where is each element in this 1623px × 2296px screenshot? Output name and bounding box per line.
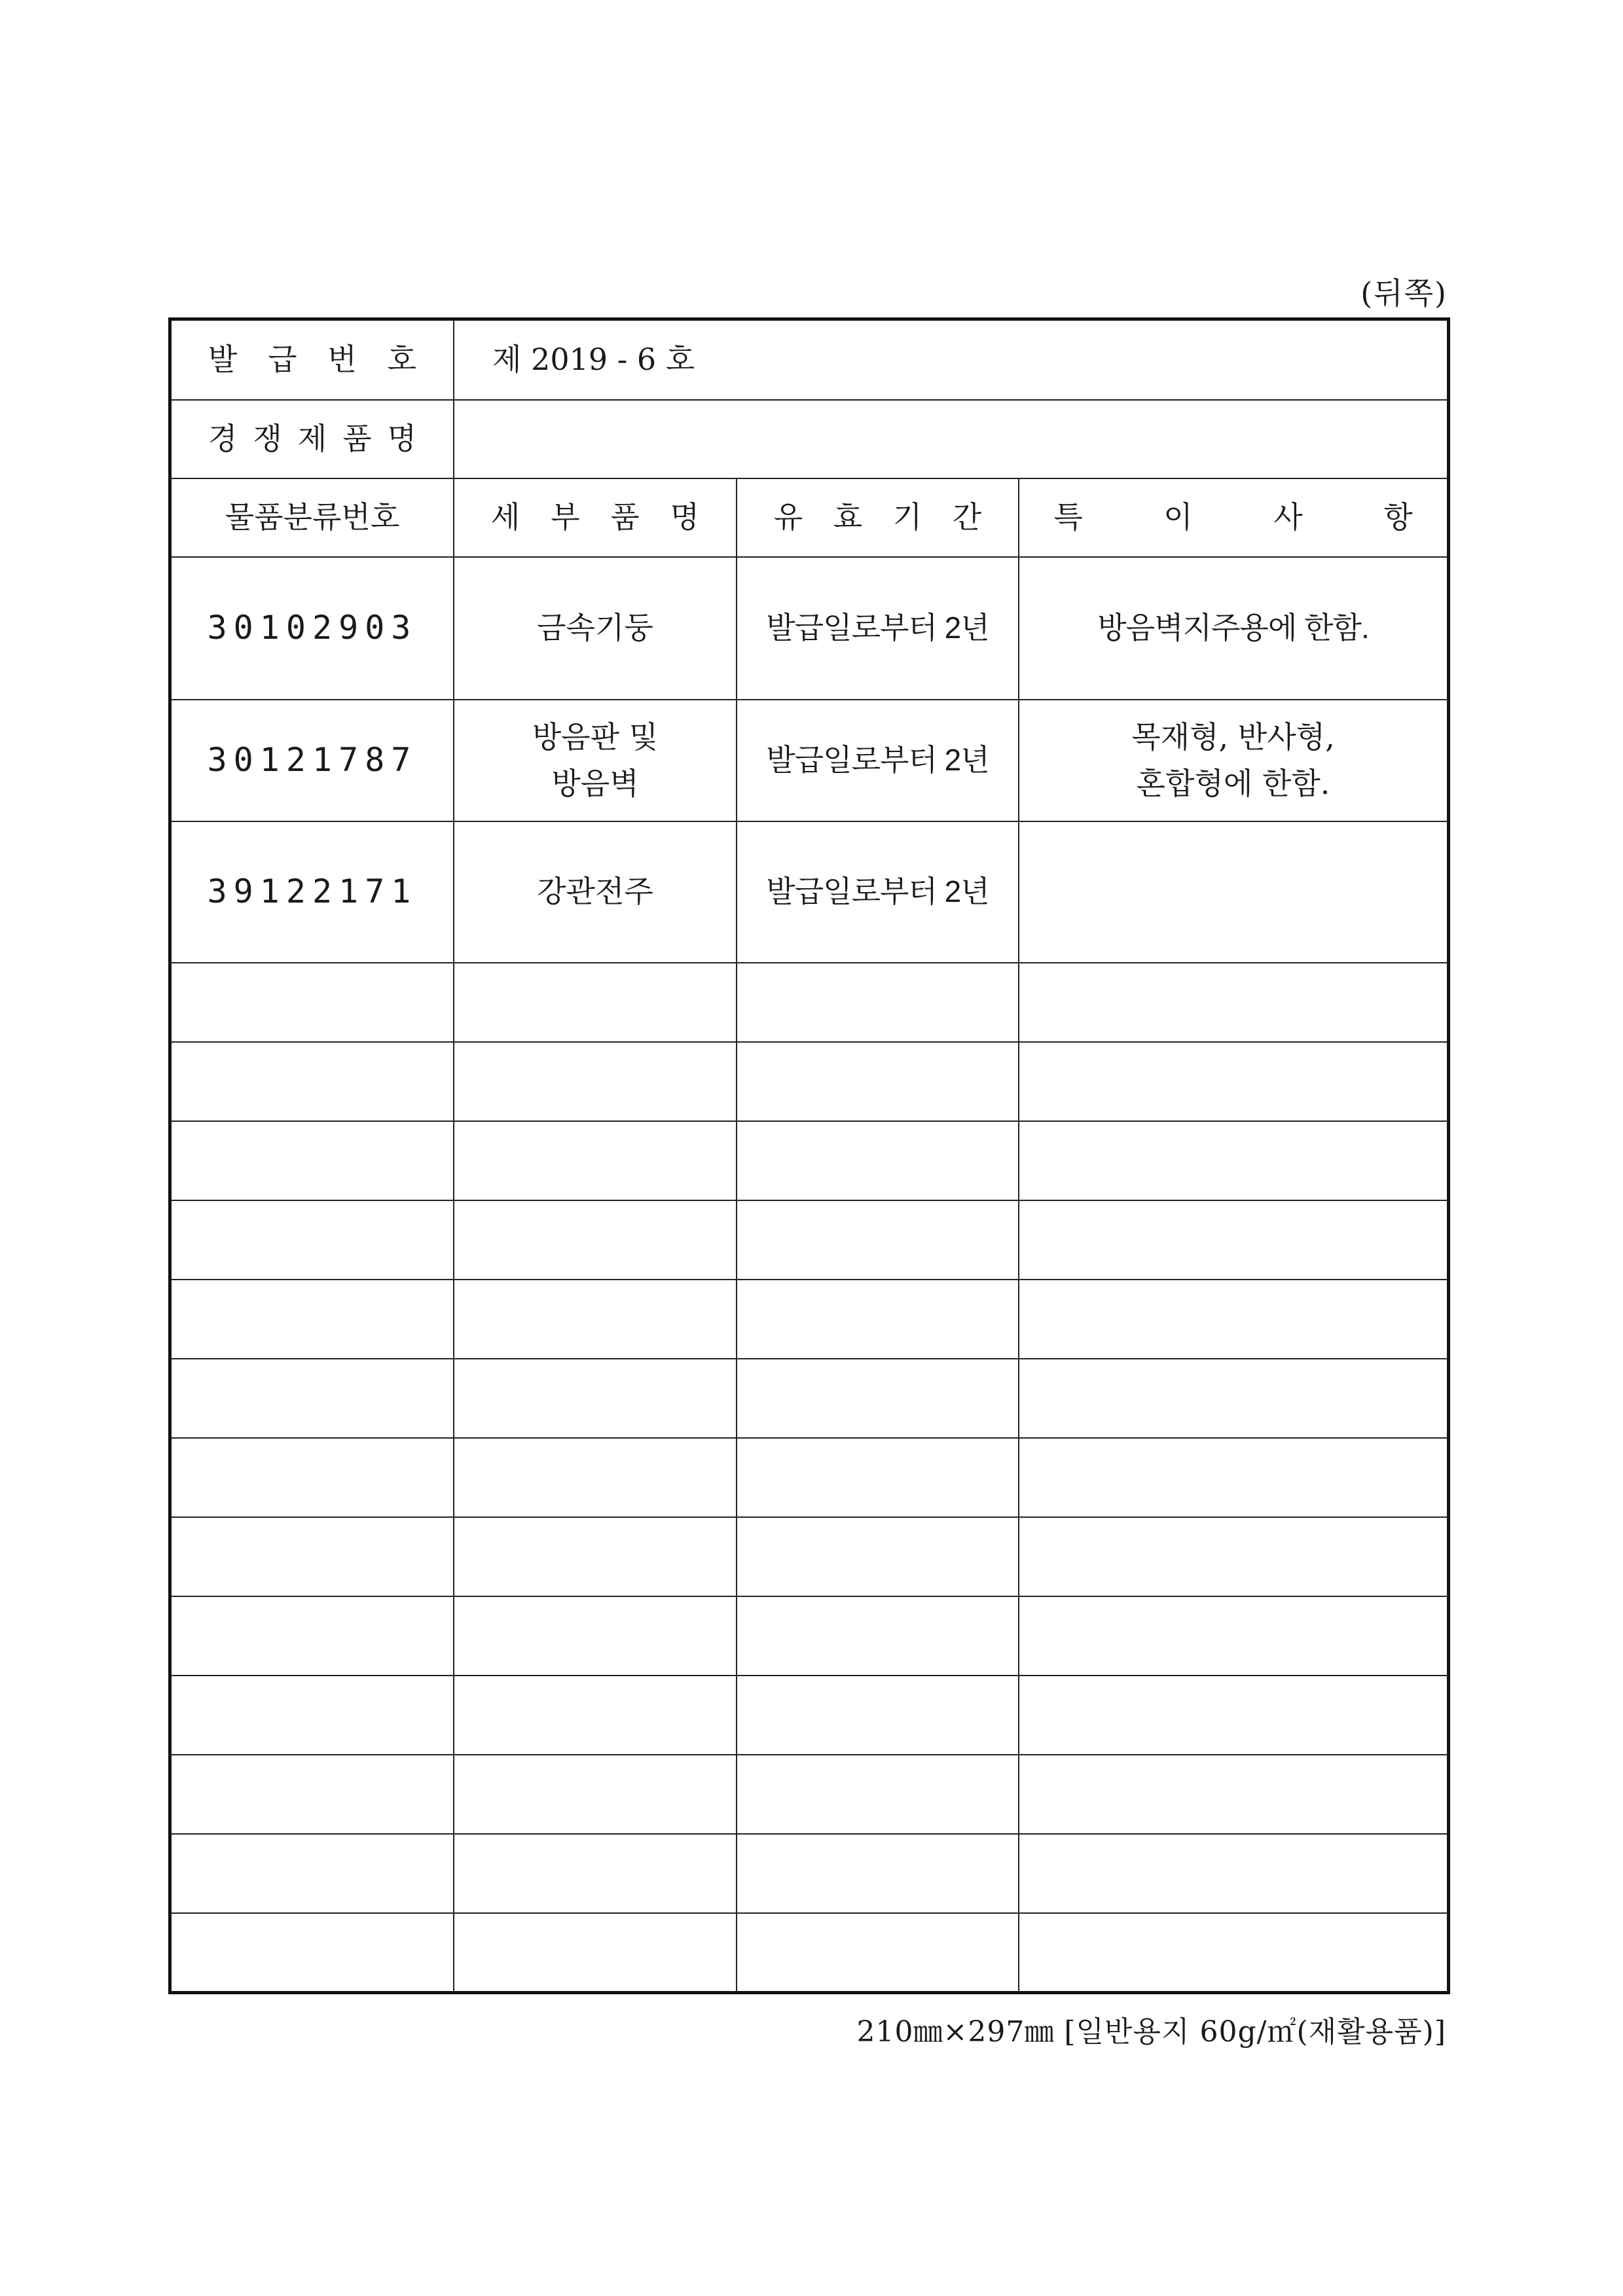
empty-cell: [172, 1439, 454, 1516]
remarks-cell: [1019, 822, 1447, 962]
label-char: 유: [773, 499, 803, 535]
label-char: 항: [1383, 499, 1413, 535]
label-char: 경: [208, 421, 238, 457]
label-char: 이: [1163, 499, 1193, 535]
empty-cell: [1019, 1280, 1447, 1358]
empty-cell: [1019, 1122, 1447, 1200]
label-char: 발: [208, 342, 238, 378]
empty-cell: [172, 1122, 454, 1200]
label-char: 급: [268, 342, 297, 378]
competing-product-label: [172, 401, 454, 478]
empty-table-row: [172, 1359, 1447, 1439]
empty-cell: [1019, 963, 1447, 1041]
empty-cell: [1019, 1755, 1447, 1833]
empty-cell: [454, 1755, 737, 1833]
label-char: 특: [1053, 499, 1083, 535]
empty-cell: [454, 1914, 737, 1991]
label-char: 쟁: [253, 421, 282, 457]
empty-table-row: [172, 1835, 1447, 1914]
empty-cell: [172, 1043, 454, 1121]
issue-number-row: [172, 321, 1447, 401]
empty-cell: [1019, 1597, 1447, 1675]
classification-no-cell: 39122171: [172, 822, 454, 962]
table-row: [172, 558, 1447, 700]
empty-cell: [737, 963, 1019, 1041]
empty-cell: [737, 1439, 1019, 1516]
empty-cell: [737, 1043, 1019, 1121]
detail-name-cell: 금속기둥: [454, 558, 737, 699]
table-row: [172, 700, 1447, 822]
page-side-label: (뒤쪽): [1360, 276, 1448, 311]
label-char: 사: [1273, 499, 1303, 535]
empty-cell: [454, 1597, 737, 1675]
empty-cell: [172, 1280, 454, 1358]
validity-cell: 발급일로부터 2년: [737, 822, 1019, 962]
empty-table-row: [172, 1439, 1447, 1518]
label-char: 품: [342, 421, 372, 457]
paper-spec-note: 210㎜×297㎜ [일반용지 60g/㎡(재활용품)]: [856, 2015, 1446, 2049]
empty-cell: [454, 1201, 737, 1279]
empty-cell: [737, 1835, 1019, 1912]
header-validity: [737, 479, 1019, 556]
empty-table-row: [172, 1280, 1447, 1359]
empty-cell: [737, 1122, 1019, 1200]
label-char: 효: [833, 499, 863, 535]
empty-cell: [172, 1755, 454, 1833]
empty-cell: [737, 1518, 1019, 1596]
empty-cell: [737, 1914, 1019, 1991]
empty-cell: [1019, 1043, 1447, 1121]
classification-no-cell: 30121787: [172, 700, 454, 821]
empty-cell: [172, 1676, 454, 1754]
empty-cell: [737, 1676, 1019, 1754]
empty-cell: [1019, 1835, 1447, 1912]
validity-cell: 발급일로부터 2년: [737, 558, 1019, 699]
empty-cell: [454, 1518, 737, 1596]
issue-number-value: 제 2019 - 6 호: [492, 342, 695, 378]
empty-cell: [1019, 1914, 1447, 1991]
empty-cell: [172, 963, 454, 1041]
empty-table-row: [172, 1755, 1447, 1835]
empty-cell: [454, 1122, 737, 1200]
label-char: 간: [952, 499, 982, 535]
empty-table-row: [172, 1597, 1447, 1676]
empty-cell: [1019, 1359, 1447, 1437]
empty-cell: [1019, 1518, 1447, 1596]
label-char: 품: [610, 499, 640, 535]
label-char: 부: [551, 499, 580, 535]
empty-cell: [737, 1359, 1019, 1437]
empty-cell: [454, 1043, 737, 1121]
detail-name-cell: 방음판 및 방음벽: [454, 700, 737, 821]
competing-product-row: [172, 401, 1447, 479]
empty-cell: [737, 1597, 1019, 1675]
label-char: 명: [670, 499, 700, 535]
empty-table-row: [172, 1201, 1447, 1280]
empty-cell: [454, 963, 737, 1041]
empty-cell: [454, 1280, 737, 1358]
label-char: 기: [892, 499, 922, 535]
empty-cell: [172, 1359, 454, 1437]
label-char: 번: [327, 342, 357, 378]
empty-cell: [1019, 1201, 1447, 1279]
empty-table-row: [172, 1043, 1447, 1122]
remarks-cell: 목재형, 반사형, 혼합형에 한함.: [1131, 719, 1335, 801]
empty-table-row: [172, 1122, 1447, 1201]
empty-table-row: [172, 1518, 1447, 1597]
empty-table-row: [172, 1676, 1447, 1755]
header-remarks: [1019, 479, 1447, 556]
classification-no-cell: 30102903: [172, 558, 454, 699]
empty-cell: [454, 1676, 737, 1754]
empty-cell: [172, 1518, 454, 1596]
empty-table-row: [172, 963, 1447, 1043]
validity-cell: 발급일로부터 2년: [737, 700, 1019, 821]
empty-cell: [172, 1914, 454, 1991]
empty-cell: [454, 1439, 737, 1516]
label-char: 제: [297, 421, 327, 457]
empty-cell: [454, 1835, 737, 1912]
remarks-cell: 방음벽지주용에 한함.: [1097, 611, 1369, 645]
header-classification-no: 물품분류번호: [172, 479, 454, 556]
certificate-table: [168, 317, 1450, 1994]
empty-table-row: [172, 1914, 1447, 1991]
competing-product-value: [454, 401, 1447, 478]
label-char: 세: [490, 499, 520, 535]
label-char: 명: [387, 421, 417, 457]
header-detail-name: [454, 479, 737, 556]
empty-cell: [454, 1359, 737, 1437]
empty-cell: [1019, 1676, 1447, 1754]
empty-cell: [172, 1835, 454, 1912]
label-char: 호: [387, 342, 417, 378]
issue-number-label: [172, 321, 454, 399]
empty-cell: [737, 1280, 1019, 1358]
empty-cell: [172, 1597, 454, 1675]
column-header-row: [172, 479, 1447, 558]
detail-name-cell: 강관전주: [454, 822, 737, 962]
empty-cell: [737, 1755, 1019, 1833]
empty-cell: [737, 1201, 1019, 1279]
empty-cell: [1019, 1439, 1447, 1516]
table-row: [172, 822, 1447, 963]
empty-cell: [172, 1201, 454, 1279]
